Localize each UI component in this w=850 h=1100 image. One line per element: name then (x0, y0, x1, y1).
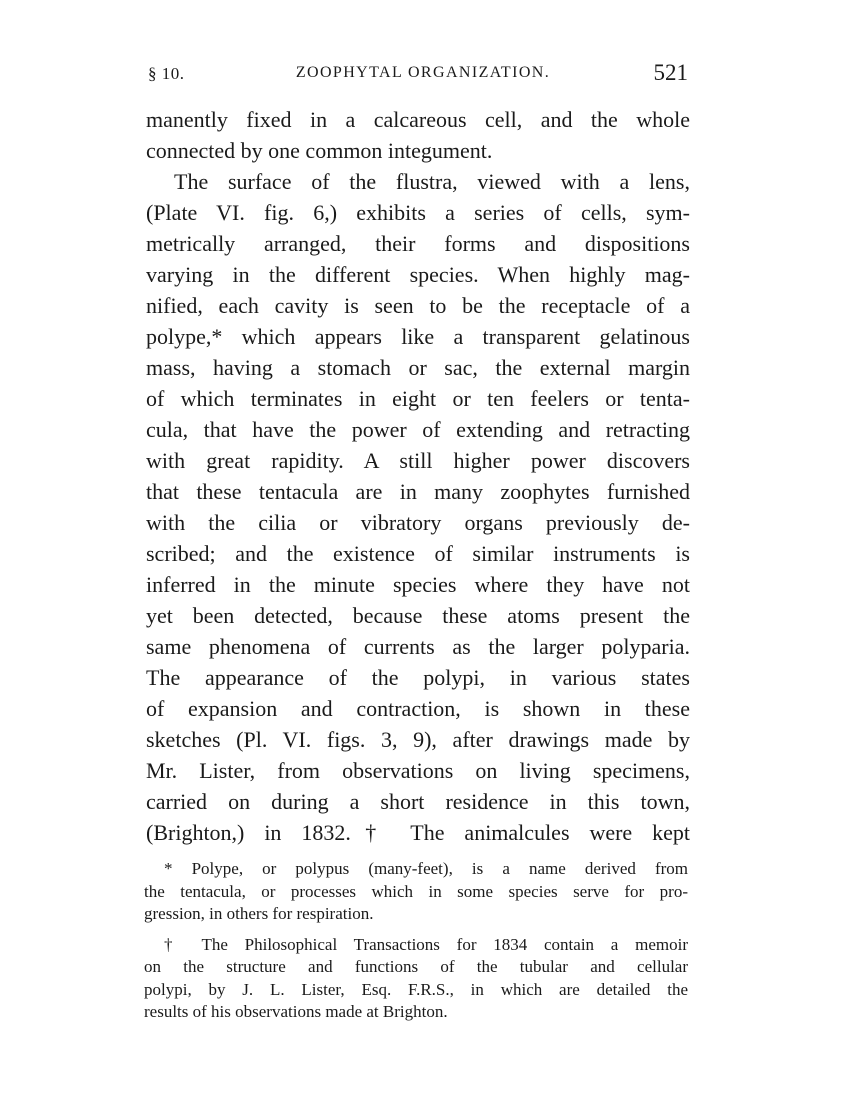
text-line: The appearance of the polypi, in various states (146, 665, 690, 690)
text-line: same phenomena of currents as the larger polyparia. (146, 634, 690, 659)
text-line: varying in the different species. When highly mag- (146, 262, 690, 287)
text-line: The surface of the flustra, viewed with a lens, (174, 169, 690, 194)
text-line: (Brighton,) in 1832.† The animalcules were kept (146, 820, 690, 845)
text-line: (Plate VI. fig. 6,) exhibits a series of cells, sym- (146, 200, 690, 225)
text-line: nified, each cavity is seen to be the receptacle of a (146, 293, 690, 318)
footnote-polype (144, 858, 688, 926)
section-number: § 10. (148, 64, 185, 83)
footnote-line: † The Philosophical Transactions for 1834 contain a memoir (164, 934, 688, 954)
text-line: connected by one common integument. (146, 138, 493, 163)
text-line: manently fixed in a calcareous cell, and the whole (146, 107, 690, 132)
footnote-philosophical-transactions (144, 934, 688, 1024)
footnote-line: polypi, by J. L. Lister, Esq. F.R.S., in which are detailed the (144, 979, 688, 999)
text-line: with great rapidity. A still higher power discovers (146, 448, 690, 473)
text-line: carried on during a short residence in this town, (146, 789, 690, 814)
text-line: of expansion and contraction, is shown in these (146, 696, 690, 721)
text-line: sketches (Pl. VI. figs. 3, 9), after drawings made by (146, 727, 690, 752)
text-line: with the cilia or vibratory organs previously de- (146, 510, 690, 535)
text-line: that these tentacula are in many zoophytes furnished (146, 479, 690, 504)
text-line: polype,* which appears like a transparent gelatinous (146, 324, 690, 349)
running-head (148, 62, 688, 92)
text-line: mass, having a stomach or sac, the external margin (146, 355, 690, 380)
running-title: ZOOPHYTAL ORGANIZATION. (295, 64, 551, 81)
footnote-line: on the structure and functions of the tubular and cellular (144, 957, 688, 976)
footnotes (144, 858, 688, 1024)
text-line: Mr. Lister, from observations on living specimens, (146, 758, 690, 783)
body-text (146, 104, 690, 848)
text-line: inferred in the minute species where they have not (146, 572, 690, 597)
text-line: scribed; and the existence of similar instruments is (146, 541, 690, 566)
text-line: of which terminates in eight or ten feelers or tenta- (146, 386, 690, 411)
text-line: cula, that have the power of extending and retracting (146, 417, 690, 442)
text-line: yet been detected, because these atoms present the (146, 603, 690, 628)
footnote-line: * Polype, or polypus (many-feet), is a name derived from (164, 859, 688, 878)
footnote-line: results of his observations made at Brighton. (144, 1002, 448, 1021)
text-line: metrically arranged, their forms and dispositions (146, 231, 690, 256)
footnote-line: gression, in others for respiration. (144, 904, 374, 923)
footnote-line: the tentacula, or processes which in some species serve for pro- (144, 881, 688, 901)
page-number: 521 (653, 60, 688, 85)
